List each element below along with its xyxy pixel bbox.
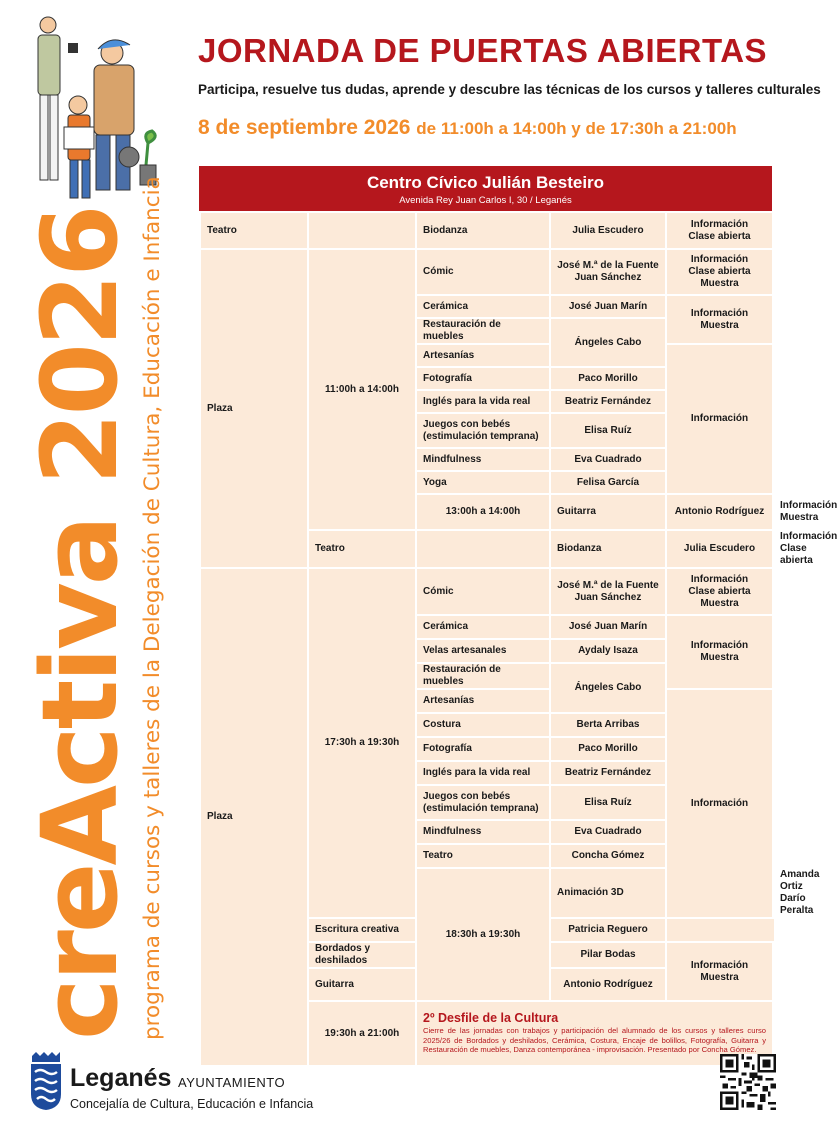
- type-cell: Información Clase abierta Muestra: [666, 249, 773, 295]
- teacher-cell: Eva Cuadrado: [550, 820, 666, 844]
- teacher-cell: Aydaly Isaza: [550, 639, 666, 663]
- teacher-cell: Julia Escudero: [550, 212, 666, 249]
- activity-cell: Escritura creativa: [308, 918, 416, 942]
- venue-address: Avenida Rey Juan Carlos I, 30 / Leganés: [399, 195, 572, 206]
- table-row: Teatro Biodanza Julia Escudero Información Clase abierta: [200, 530, 773, 568]
- footer-ayuntamiento: AYUNTAMIENTO: [178, 1075, 286, 1090]
- table-row: 18:30h a 19:30h Animación 3D Amanda Ortiz Darío Peralta: [200, 868, 773, 918]
- table-row: 13:00h a 14:00h Guitarra Antonio Rodríguez Información Muestra: [200, 494, 773, 530]
- activity-cell: Animación 3D: [550, 868, 666, 918]
- activity-cell: Biodanza: [550, 530, 666, 568]
- teacher-cell: Paco Morillo: [550, 367, 666, 390]
- teacher-cell: Patricia Reguero: [550, 918, 666, 942]
- type-cell: Información Muestra: [666, 615, 773, 689]
- activity-cell: Guitarra: [550, 494, 666, 530]
- activity-cell: Cómic: [416, 249, 550, 295]
- teacher-cell: Elisa Ruíz: [550, 413, 666, 448]
- activity-cell: Biodanza: [416, 212, 550, 249]
- activity-cell: Restauración de muebles: [416, 318, 550, 344]
- teacher-cell: José M.ª de la Fuente Juan Sánchez: [550, 568, 666, 615]
- location-cell: Plaza: [200, 568, 308, 1066]
- teacher-cell: Ángeles Cabo: [550, 318, 666, 367]
- activity-cell: Mindfulness: [416, 448, 550, 471]
- leganes-coat-of-arms-icon: [28, 1050, 64, 1112]
- teacher-cell: José Juan Marín: [550, 615, 666, 639]
- teacher-cell: José M.ª de la Fuente Juan Sánchez: [550, 249, 666, 295]
- activity-cell: Velas artesanales: [416, 639, 550, 663]
- time-cell: [416, 530, 550, 568]
- teacher-cell: Beatriz Fernández: [550, 761, 666, 785]
- time-cell: 13:00h a 14:00h: [416, 494, 550, 530]
- teacher-cell: José Juan Marín: [550, 295, 666, 318]
- activity-cell: Artesanías: [416, 689, 550, 713]
- activity-cell: Guitarra: [308, 968, 416, 1001]
- activity-cell: Artesanías: [416, 344, 550, 367]
- activity-cell: Fotografía: [416, 737, 550, 761]
- activity-cell: Teatro: [416, 844, 550, 868]
- teacher-cell: Berta Arribas: [550, 713, 666, 737]
- type-cell: Información Clase abierta: [666, 212, 773, 249]
- activity-cell: Bordados y deshilados: [308, 942, 416, 968]
- teacher-cell: Antonio Rodríguez: [550, 968, 666, 1001]
- time-cell: 18:30h a 19:30h: [416, 868, 550, 1001]
- activity-cell: Fotografía: [416, 367, 550, 390]
- teacher-cell: Felisa García: [550, 471, 666, 494]
- event-date: 8 de septiembre 2026: [198, 116, 411, 139]
- people-illustration: [30, 15, 170, 195]
- teacher-cell: Eva Cuadrado: [550, 448, 666, 471]
- type-cell: Información: [666, 344, 773, 494]
- activity-cell: Cerámica: [416, 295, 550, 318]
- table-row: [200, 249, 773, 295]
- location-cell: Teatro: [308, 530, 416, 568]
- teacher-cell: Antonio Rodríguez: [666, 494, 773, 530]
- table-row: [200, 568, 773, 615]
- footer-city-name: Leganés: [70, 1064, 172, 1092]
- table-row: [200, 212, 773, 249]
- page-subtitle: Participa, resuelve tus dudas, aprende y descubre las técnicas de los cursos y talleres culturales: [198, 82, 821, 97]
- type-cell: Información Muestra: [666, 942, 773, 1001]
- event-hours: de 11:00h a 14:00h y de 17:30h a 21:00h: [416, 119, 737, 138]
- time-cell: 19:30h a 21:00h: [308, 1001, 416, 1066]
- parade-description: Cierre de las jornadas con trabajos y participación del alumnado de los cursos y talleres curso 2025/26 de Bordados y deshilados, Cerámica, Costura, Encaje de bolillos, Fotografía, Guitarra y Restauración de muebles, Danza contemporánea - improvisación. Presentado por Concha Gómez.: [423, 1026, 766, 1055]
- brand-vertical-title: creActiva 2026: [19, 207, 141, 1040]
- schedule-table: [199, 211, 837, 1067]
- activity-cell: Mindfulness: [416, 820, 550, 844]
- program-vertical-subtitle: programa de cursos y talleres de la Delegación de Cultura, Educación e Infancia: [140, 176, 165, 1040]
- teacher-cell: Julia Escudero: [666, 530, 773, 568]
- teacher-cell: Elisa Ruíz: [550, 785, 666, 820]
- type-cell: Información Muestra: [666, 295, 773, 344]
- footer-department: Concejalía de Cultura, Educación e Infancia: [70, 1097, 314, 1111]
- activity-cell: Inglés para la vida real: [416, 390, 550, 413]
- location-cell: Plaza: [200, 249, 308, 568]
- venue-header: [199, 166, 772, 211]
- teacher-cell: Paco Morillo: [550, 737, 666, 761]
- type-cell: Información Clase abierta Muestra: [666, 568, 773, 615]
- teacher-cell: Pilar Bodas: [550, 942, 666, 968]
- time-cell: 17:30h a 19:30h: [308, 568, 416, 918]
- activity-cell: Juegos con bebés (estimulación temprana): [416, 413, 550, 448]
- parade-title: 2º Desfile de la Cultura: [423, 1011, 559, 1026]
- type-cell: Información: [666, 689, 773, 918]
- time-cell: 11:00h a 14:00h: [308, 249, 416, 530]
- activity-cell: Cerámica: [416, 615, 550, 639]
- activity-cell: Restauración de muebles: [416, 663, 550, 689]
- activity-cell: Inglés para la vida real: [416, 761, 550, 785]
- venue-name: Centro Cívico Julián Besteiro: [366, 173, 605, 192]
- event-date-line: [198, 116, 737, 140]
- teacher-cell: Beatriz Fernández: [550, 390, 666, 413]
- location-cell: Teatro: [200, 212, 308, 249]
- qr-code-icon: [720, 1054, 776, 1110]
- time-cell: [308, 212, 416, 249]
- teacher-cell: Concha Gómez: [550, 844, 666, 868]
- activity-cell: Cómic: [416, 568, 550, 615]
- activity-cell: Juegos con bebés (estimulación temprana): [416, 785, 550, 820]
- activity-cell: Costura: [416, 713, 550, 737]
- page-title: JORNADA DE PUERTAS ABIERTAS: [198, 32, 768, 69]
- activity-cell: Yoga: [416, 471, 550, 494]
- teacher-cell: Ángeles Cabo: [550, 663, 666, 713]
